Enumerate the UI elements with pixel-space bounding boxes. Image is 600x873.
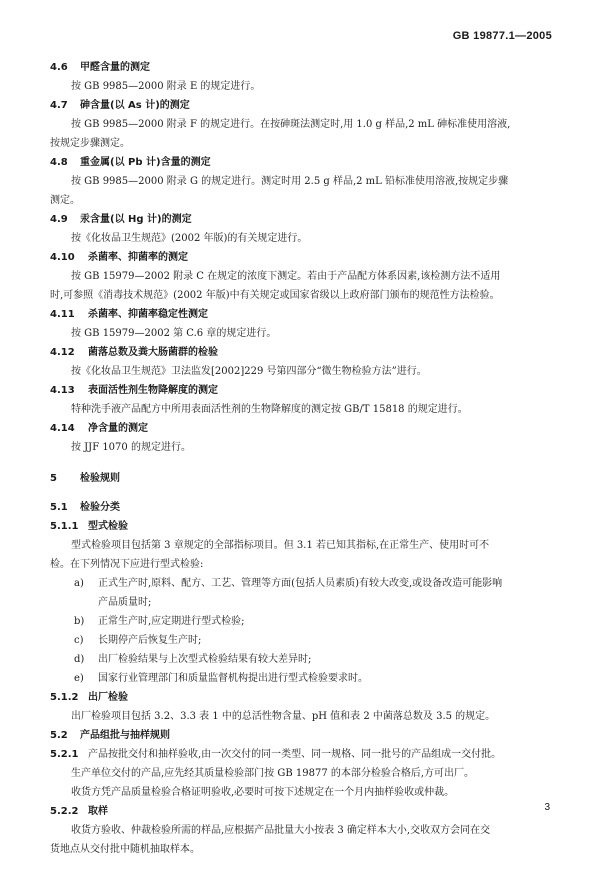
section-5-1-1-heading: 5.1.1 型式检验: [50, 521, 128, 532]
section-4-13-text: 特种洗手液产品配方中所用表面活性剂的生物降解度的测定按 GB/T 15818 的规定进行。: [71, 404, 468, 415]
list-item-b: b) 正常生产时,应定期进行型式检验;: [74, 616, 245, 627]
section-4-7-heading: 4.7 砷含量(以 As 计)的测定: [50, 100, 190, 111]
section-5-1-2-text: 出厂检验项目包括 3.2、3.3 表 1 中的总活性物含量、pH 值和表 2 中菌落总数及 3.5 的规定。: [71, 711, 496, 722]
section-4-10-text-line2: 时,可参照《消毒技术规范》(2002 年版)中有关规定或国家省级以上政府部门颁布的规范性方法检验。: [50, 290, 500, 301]
section-4-10-heading: 4.10 杀菌率、抑菌率的测定: [50, 252, 188, 263]
section-5-2-1-line3: 收货方凭产品质量检验合格证明验收,必要时可按下述规定在一个月内抽样验收或仲裁。: [71, 787, 455, 798]
section-4-14-heading: 4.14 净含量的测定: [50, 423, 148, 434]
section-4-11-text: 按 GB 15979—2002 第 C.6 章的规定进行。: [71, 328, 277, 339]
section-4-6-text: 按 GB 9985—2000 附录 E 的规定进行。: [71, 81, 261, 92]
section-5-2-1-line2: 生产单位交付的产品,应先经其质量检验部门按 GB 19877 的本部分检验合格后,方可出厂。: [71, 768, 475, 779]
section-4-7-text-line2: 按规定步骤测定。: [50, 138, 130, 149]
section-5-2-2-text-line1: 收货方验收、仲裁检验所需的样品,应根据产品批量大小按表 3 确定样本大小,交收双方会同在交: [71, 825, 491, 836]
section-5-2-2-text-line2: 货地点从交付批中随机抽取样本。: [50, 844, 200, 855]
standard-number-header: GB 19877.1—2005: [452, 30, 552, 42]
page-number: 3: [544, 802, 550, 813]
list-item-c: c) 长期停产后恢复生产时;: [74, 635, 202, 646]
section-4-8-heading: 4.8 重金属(以 Pb 计)含量的测定: [50, 157, 211, 168]
section-4-11-heading: 4.11 杀菌率、抑菌率稳定性测定: [50, 309, 208, 320]
section-4-9-text: 按《化妆品卫生规范》(2002 年版)的有关规定进行。: [71, 233, 308, 244]
section-4-8-text-line1: 按 GB 9985—2000 附录 G 的规定进行。测定时用 2.5 g 样品,2 mL 铅标准使用溶液,按规定步骤: [71, 176, 509, 187]
section-4-12-text: 按《化妆品卫生规范》卫法监发[2002]229 号第四部分“微生物检验方法”进行。: [71, 366, 427, 377]
document-body: [50, 58, 560, 859]
section-4-7-text-line1: 按 GB 9985—2000 附录 F 的规定进行。在按砷斑法测定时,用 1.0 g 样品,2 mL 砷标准使用溶液,: [71, 119, 511, 130]
section-4-6-heading: 4.6 甲醛含量的测定: [50, 62, 150, 73]
section-5-2-heading: 5.2 产品组批与抽样规则: [50, 730, 170, 741]
chapter-spacer-2: [50, 488, 560, 498]
list-item-a: a) 正式生产时,原料、配方、工艺、管理等方面(包括人员素质)有较大改变,或设备改造可能影响 产品质量时;: [74, 578, 503, 608]
chapter-5-heading: 5 检验规则: [50, 473, 120, 484]
section-5-2-1-line1: 5.2.1 产品按批交付和抽样验收,由一次交付的同一类型、同一规格、同一批号的产品组成一交付批。: [50, 749, 502, 760]
section-4-8-text-line2: 测定。: [50, 195, 80, 206]
section-5-1-1-text-line1: 型式检验项目包括第 3 章规定的全部指标项目。但 3.1 若已知其指标,在正常生产、使用时可不: [71, 540, 490, 551]
section-4-12-heading: 4.12 菌落总数及粪大肠菌群的检验: [50, 347, 218, 358]
section-5-1-1-text-line2: 检。在下列情况下应进行型式检验:: [50, 559, 204, 570]
chapter-spacer: [50, 457, 560, 469]
list-item-d: d) 出厂检验结果与上次型式检验结果有较大差异时;: [74, 654, 312, 665]
section-4-13-heading: 4.13 表面活性剂生物降解度的测定: [50, 385, 218, 396]
section-4-14-text: 按 JJF 1070 的规定进行。: [71, 442, 191, 453]
list-item-e: e) 国家行业管理部门和质量监督机构提出进行型式检验要求时。: [74, 673, 368, 684]
section-5-1-heading: 5.1 检验分类: [50, 502, 120, 513]
section-5-2-2-heading: 5.2.2 取样: [50, 806, 108, 817]
section-4-10-text-line1: 按 GB 15979—2002 附录 C 在规定的浓度下测定。若由于产品配方体系因素,该检测方法不适用: [71, 271, 501, 282]
section-4-9-heading: 4.9 汞含量(以 Hg 计)的测定: [50, 214, 192, 225]
section-5-1-2-heading: 5.1.2 出厂检验: [50, 692, 128, 703]
